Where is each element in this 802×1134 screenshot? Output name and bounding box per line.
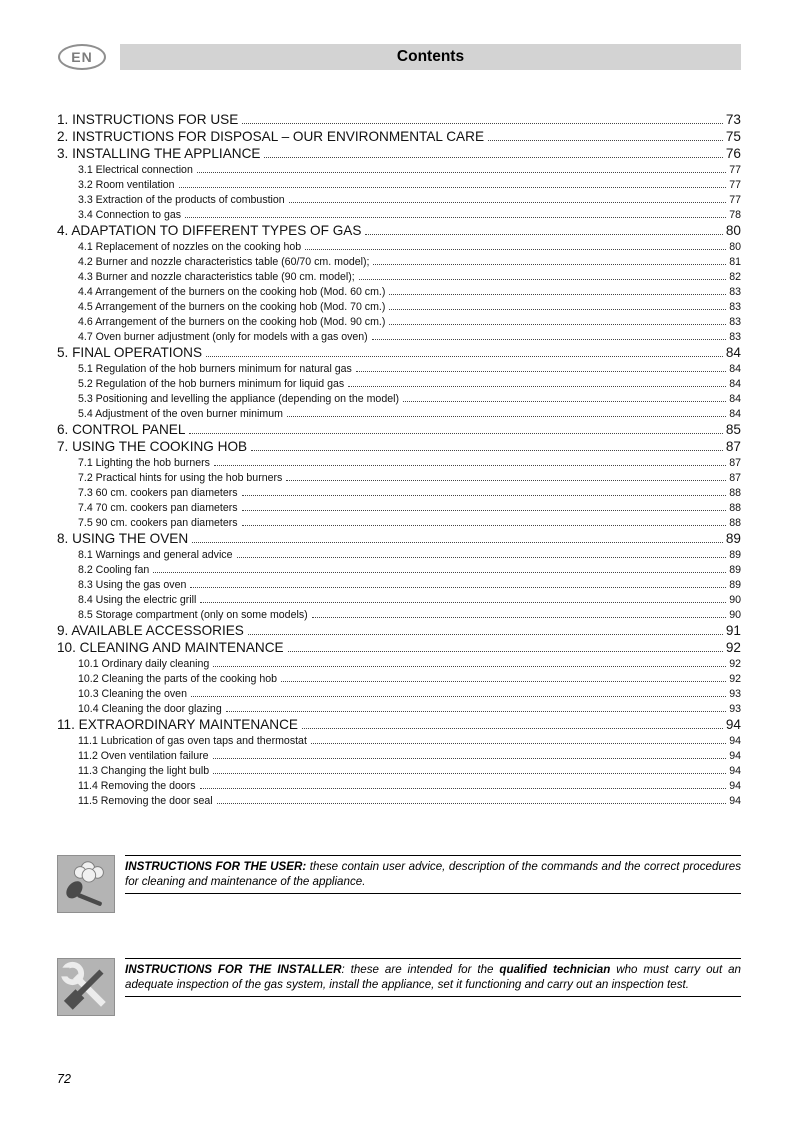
dot-leader xyxy=(348,386,726,387)
toc-entry-label: 10.2 Cleaning the parts of the cooking hob xyxy=(78,673,278,685)
toc-entry-label: 4.4 Arrangement of the burners on the cooking hob (Mod. 60 cm.) xyxy=(78,286,386,298)
toc-entry-label: 4.7 Oven burner adjustment (only for models with a gas oven) xyxy=(78,331,368,343)
toc-entry-page: 94 xyxy=(729,795,741,807)
toc-entry-label: 11. EXTRAORDINARY MAINTENANCE xyxy=(57,717,298,732)
toc-entry-label: 2. INSTRUCTIONS FOR DISPOSAL – OUR ENVIRONMENTAL CARE xyxy=(57,129,485,144)
note-text-segment: : these are intended for the xyxy=(341,963,500,976)
toc-entry-page: 91 xyxy=(725,623,741,638)
toc-entry-page: 84 xyxy=(729,363,741,375)
toc-entry-label: 5. FINAL OPERATIONS xyxy=(57,345,203,360)
toc-entry-page: 84 xyxy=(729,408,741,420)
toc-entry xyxy=(57,127,741,144)
dot-leader xyxy=(264,157,722,158)
toc-entry-page: 83 xyxy=(729,316,741,328)
dot-leader xyxy=(192,542,723,543)
language-badge-label: EN xyxy=(71,49,93,65)
toc-entry xyxy=(57,499,741,514)
toc-entry-page: 88 xyxy=(729,502,741,514)
toc-entry xyxy=(57,606,741,621)
toc-entry-page: 77 xyxy=(729,164,741,176)
toc-entry xyxy=(57,638,741,655)
toc-entry-page: 94 xyxy=(729,735,741,747)
dot-leader xyxy=(200,788,727,789)
toc-entry xyxy=(57,313,741,328)
toc-entry xyxy=(57,777,741,792)
toc-entry-page: 90 xyxy=(729,609,741,621)
dot-leader xyxy=(197,172,726,173)
toc-entry xyxy=(57,253,741,268)
toc-entry-label: 7.2 Practical hints for using the hob burners xyxy=(78,472,283,484)
toc-entry xyxy=(57,238,741,253)
note-text-bold-segment: INSTRUCTIONS FOR THE USER: xyxy=(125,860,307,873)
toc-entry xyxy=(57,268,741,283)
dot-leader xyxy=(251,450,723,451)
toc-entry-label: 5.2 Regulation of the hob burners minimum for liquid gas xyxy=(78,378,345,390)
toc-entry-page: 93 xyxy=(729,688,741,700)
toc-entry-label: 11.4 Removing the doors xyxy=(78,780,196,792)
dot-leader xyxy=(389,309,726,310)
toc-entry xyxy=(57,110,741,127)
toc-entry-page: 81 xyxy=(729,256,741,268)
toc-entry-label: 11.5 Removing the door seal xyxy=(78,795,213,807)
toc-entry-page: 83 xyxy=(729,286,741,298)
toc-entry-label: 7.4 70 cm. cookers pan diameters xyxy=(78,502,238,514)
toc-entry-label: 8. USING THE OVEN xyxy=(57,531,189,546)
toc-entry-page: 94 xyxy=(729,765,741,777)
toc-entry xyxy=(57,390,741,405)
toc-entry-label: 4. ADAPTATION TO DIFFERENT TYPES OF GAS xyxy=(57,223,362,238)
dot-leader xyxy=(305,249,726,250)
toc-entry-label: 7.5 90 cm. cookers pan diameters xyxy=(78,517,238,529)
toc-entry xyxy=(57,176,741,191)
toc-entry xyxy=(57,576,741,591)
toc-entry-label: 4.1 Replacement of nozzles on the cooking hob xyxy=(78,241,302,253)
toc-entry-page: 90 xyxy=(729,594,741,606)
toc-entry-page: 78 xyxy=(729,209,741,221)
dot-leader xyxy=(242,495,727,496)
toc-entry-page: 83 xyxy=(729,331,741,343)
toc-entry-page: 80 xyxy=(729,241,741,253)
toc-entry-label: 10. CLEANING AND MAINTENANCE xyxy=(57,640,284,655)
toc-entry xyxy=(57,621,741,638)
toc-entry-page: 89 xyxy=(729,564,741,576)
toc-entry-label: 8.1 Warnings and general advice xyxy=(78,549,233,561)
toc-entry xyxy=(57,514,741,529)
toc-entry-label: 11.3 Changing the light bulb xyxy=(78,765,210,777)
toc-entry xyxy=(57,328,741,343)
dot-leader xyxy=(389,294,726,295)
note-text-bold-segment: qualified technician xyxy=(499,963,611,976)
toc-entry-label: 7.1 Lighting the hob burners xyxy=(78,457,210,469)
toc-entry-label: 1. INSTRUCTIONS FOR USE xyxy=(57,112,239,127)
toc-entry xyxy=(57,747,741,762)
toc-entry-page: 76 xyxy=(725,146,741,161)
dot-leader xyxy=(206,356,723,357)
dot-leader xyxy=(286,480,726,481)
toc-entry-label: 7.3 60 cm. cookers pan diameters xyxy=(78,487,238,499)
toc-entry-label: 5.1 Regulation of the hob burners minimum for natural gas xyxy=(78,363,352,375)
toc-entry-label: 6. CONTROL PANEL xyxy=(57,422,186,437)
toc-entry-page: 82 xyxy=(729,271,741,283)
toc-entry xyxy=(57,529,741,546)
toc-entry-page: 88 xyxy=(729,517,741,529)
toc-entry xyxy=(57,420,741,437)
tools-icon xyxy=(57,958,115,1016)
dot-leader xyxy=(226,711,726,712)
toc-entry-label: 4.6 Arrangement of the burners on the cooking hob (Mod. 90 cm.) xyxy=(78,316,386,328)
note-user-text xyxy=(125,855,741,894)
toc-entry-label: 10.4 Cleaning the door glazing xyxy=(78,703,222,715)
dot-leader xyxy=(214,465,726,466)
dot-leader xyxy=(372,339,726,340)
toc-entry xyxy=(57,454,741,469)
toc-entry xyxy=(57,360,741,375)
dot-leader xyxy=(488,140,723,141)
toc-entry-label: 9. AVAILABLE ACCESSORIES xyxy=(57,623,244,638)
toc-entry-page: 88 xyxy=(729,487,741,499)
toc-entry-label: 3.3 Extraction of the products of combustion xyxy=(78,194,285,206)
toc-entry xyxy=(57,700,741,715)
toc-entry-label: 5.4 Adjustment of the oven burner minimum xyxy=(78,408,283,420)
dot-leader xyxy=(248,634,723,635)
toc-entry-label: 7. USING THE COOKING HOB xyxy=(57,439,248,454)
toc-entry-page: 83 xyxy=(729,301,741,313)
toc-entry xyxy=(57,762,741,777)
toc-entry xyxy=(57,161,741,176)
toc-entry xyxy=(57,283,741,298)
dot-leader xyxy=(153,572,726,573)
dot-leader xyxy=(242,123,723,124)
toc-entry-label: 10.3 Cleaning the oven xyxy=(78,688,187,700)
dot-leader xyxy=(213,758,727,759)
toc-entry xyxy=(57,484,741,499)
dot-leader xyxy=(373,264,726,265)
toc-entry-page: 89 xyxy=(729,579,741,591)
toc-entry xyxy=(57,437,741,454)
toc-entry xyxy=(57,469,741,484)
dot-leader xyxy=(242,510,727,511)
dot-leader xyxy=(288,651,723,652)
toc-entry-label: 8.2 Cooling fan xyxy=(78,564,150,576)
toc-entry-label: 8.4 Using the electric grill xyxy=(78,594,197,606)
toc-entry-page: 84 xyxy=(729,393,741,405)
toc-entry-page: 89 xyxy=(725,531,741,546)
toc-entry-label: 3. INSTALLING THE APPLIANCE xyxy=(57,146,261,161)
dot-leader xyxy=(312,617,727,618)
toc-entry xyxy=(57,298,741,313)
dot-leader xyxy=(356,371,726,372)
toc-entry-page: 77 xyxy=(729,194,741,206)
toc-entry-label: 3.4 Connection to gas xyxy=(78,209,182,221)
dot-leader xyxy=(189,433,722,434)
dot-leader xyxy=(237,557,727,558)
toc-entry xyxy=(57,375,741,390)
dot-leader xyxy=(242,525,727,526)
toc-entry xyxy=(57,343,741,360)
toc-entry xyxy=(57,591,741,606)
toc-entry-page: 73 xyxy=(725,112,741,127)
toc-entry-label: 11.2 Oven ventilation failure xyxy=(78,750,209,762)
toc-entry-label: 3.2 Room ventilation xyxy=(78,179,175,191)
toc-entry xyxy=(57,561,741,576)
dot-leader xyxy=(359,279,726,280)
toc-list xyxy=(57,110,741,807)
page-title: Contents xyxy=(396,48,465,65)
toc-entry-page: 85 xyxy=(725,422,741,437)
note-installer-text xyxy=(125,958,741,997)
dot-leader xyxy=(213,773,726,774)
dot-leader xyxy=(191,696,726,697)
toc-entry xyxy=(57,792,741,807)
dot-leader xyxy=(217,803,727,804)
toc-entry-label: 5.3 Positioning and levelling the appliance (depending on the model) xyxy=(78,393,399,405)
toc-entry xyxy=(57,732,741,747)
toc-entry-label: 10.1 Ordinary daily cleaning xyxy=(78,658,210,670)
dot-leader xyxy=(213,666,726,667)
dot-leader xyxy=(287,416,726,417)
toc-entry xyxy=(57,206,741,221)
toc-entry-label: 3.1 Electrical connection xyxy=(78,164,193,176)
toc-entry-label: 4.2 Burner and nozzle characteristics table (60/70 cm. model); xyxy=(78,256,370,268)
toc-entry-page: 87 xyxy=(729,472,741,484)
toc-entry-label: 11.1 Lubrication of gas oven taps and thermostat xyxy=(78,735,307,747)
dot-leader xyxy=(281,681,726,682)
toc-entry-page: 87 xyxy=(729,457,741,469)
note-text-bold-segment: INSTRUCTIONS FOR THE INSTALLER xyxy=(125,963,342,976)
toc-entry xyxy=(57,715,741,732)
dot-leader xyxy=(403,401,726,402)
dot-leader xyxy=(289,202,727,203)
page-title-bar xyxy=(120,44,741,70)
toc-entry xyxy=(57,670,741,685)
toc-entry-label: 8.5 Storage compartment (only on some models) xyxy=(78,609,308,621)
toc-entry-page: 92 xyxy=(729,673,741,685)
dot-leader xyxy=(302,728,723,729)
spoon-steam-icon xyxy=(57,855,115,913)
note-user-instructions xyxy=(57,855,741,913)
toc-entry-page: 84 xyxy=(729,378,741,390)
toc-entry-page: 93 xyxy=(729,703,741,715)
dot-leader xyxy=(311,743,726,744)
note-text-segment: these contain user advice, description of the commands and the correct procedures for cleaning and maintenance of the appliance. xyxy=(125,860,741,888)
toc-entry-page: 77 xyxy=(729,179,741,191)
toc-entry-page: 80 xyxy=(725,223,741,238)
toc-entry xyxy=(57,685,741,700)
toc-entry-label: 4.5 Arrangement of the burners on the cooking hob (Mod. 70 cm.) xyxy=(78,301,386,313)
toc-entry-page: 94 xyxy=(725,717,741,732)
toc-entry-page: 94 xyxy=(729,750,741,762)
toc-entry-label: 4.3 Burner and nozzle characteristics table (90 cm. model); xyxy=(78,271,355,283)
note-installer-instructions xyxy=(57,958,741,1016)
toc-entry xyxy=(57,546,741,561)
toc-entry-page: 87 xyxy=(725,439,741,454)
dot-leader xyxy=(185,217,726,218)
toc-entry-page: 92 xyxy=(729,658,741,670)
dot-leader xyxy=(200,602,726,603)
toc-entry xyxy=(57,405,741,420)
dot-leader xyxy=(389,324,726,325)
toc-entry-page: 89 xyxy=(729,549,741,561)
dot-leader xyxy=(190,587,726,588)
note-text-segment: who must carry out an adequate inspection of the gas system, install the appliance, set it functioning and carry out an inspection test. xyxy=(125,963,742,991)
toc-entry-page: 84 xyxy=(725,345,741,360)
toc-entry xyxy=(57,655,741,670)
toc-entry xyxy=(57,144,741,161)
toc-entry-page: 94 xyxy=(729,780,741,792)
toc-entry xyxy=(57,221,741,238)
toc-entry-page: 75 xyxy=(725,129,741,144)
toc-entry-label: 8.3 Using the gas oven xyxy=(78,579,187,591)
toc-entry-page: 92 xyxy=(725,640,741,655)
language-badge xyxy=(58,44,106,70)
dot-leader xyxy=(179,187,727,188)
toc-entry xyxy=(57,191,741,206)
footer-page-number: 72 xyxy=(57,1072,71,1086)
dot-leader xyxy=(365,234,722,235)
